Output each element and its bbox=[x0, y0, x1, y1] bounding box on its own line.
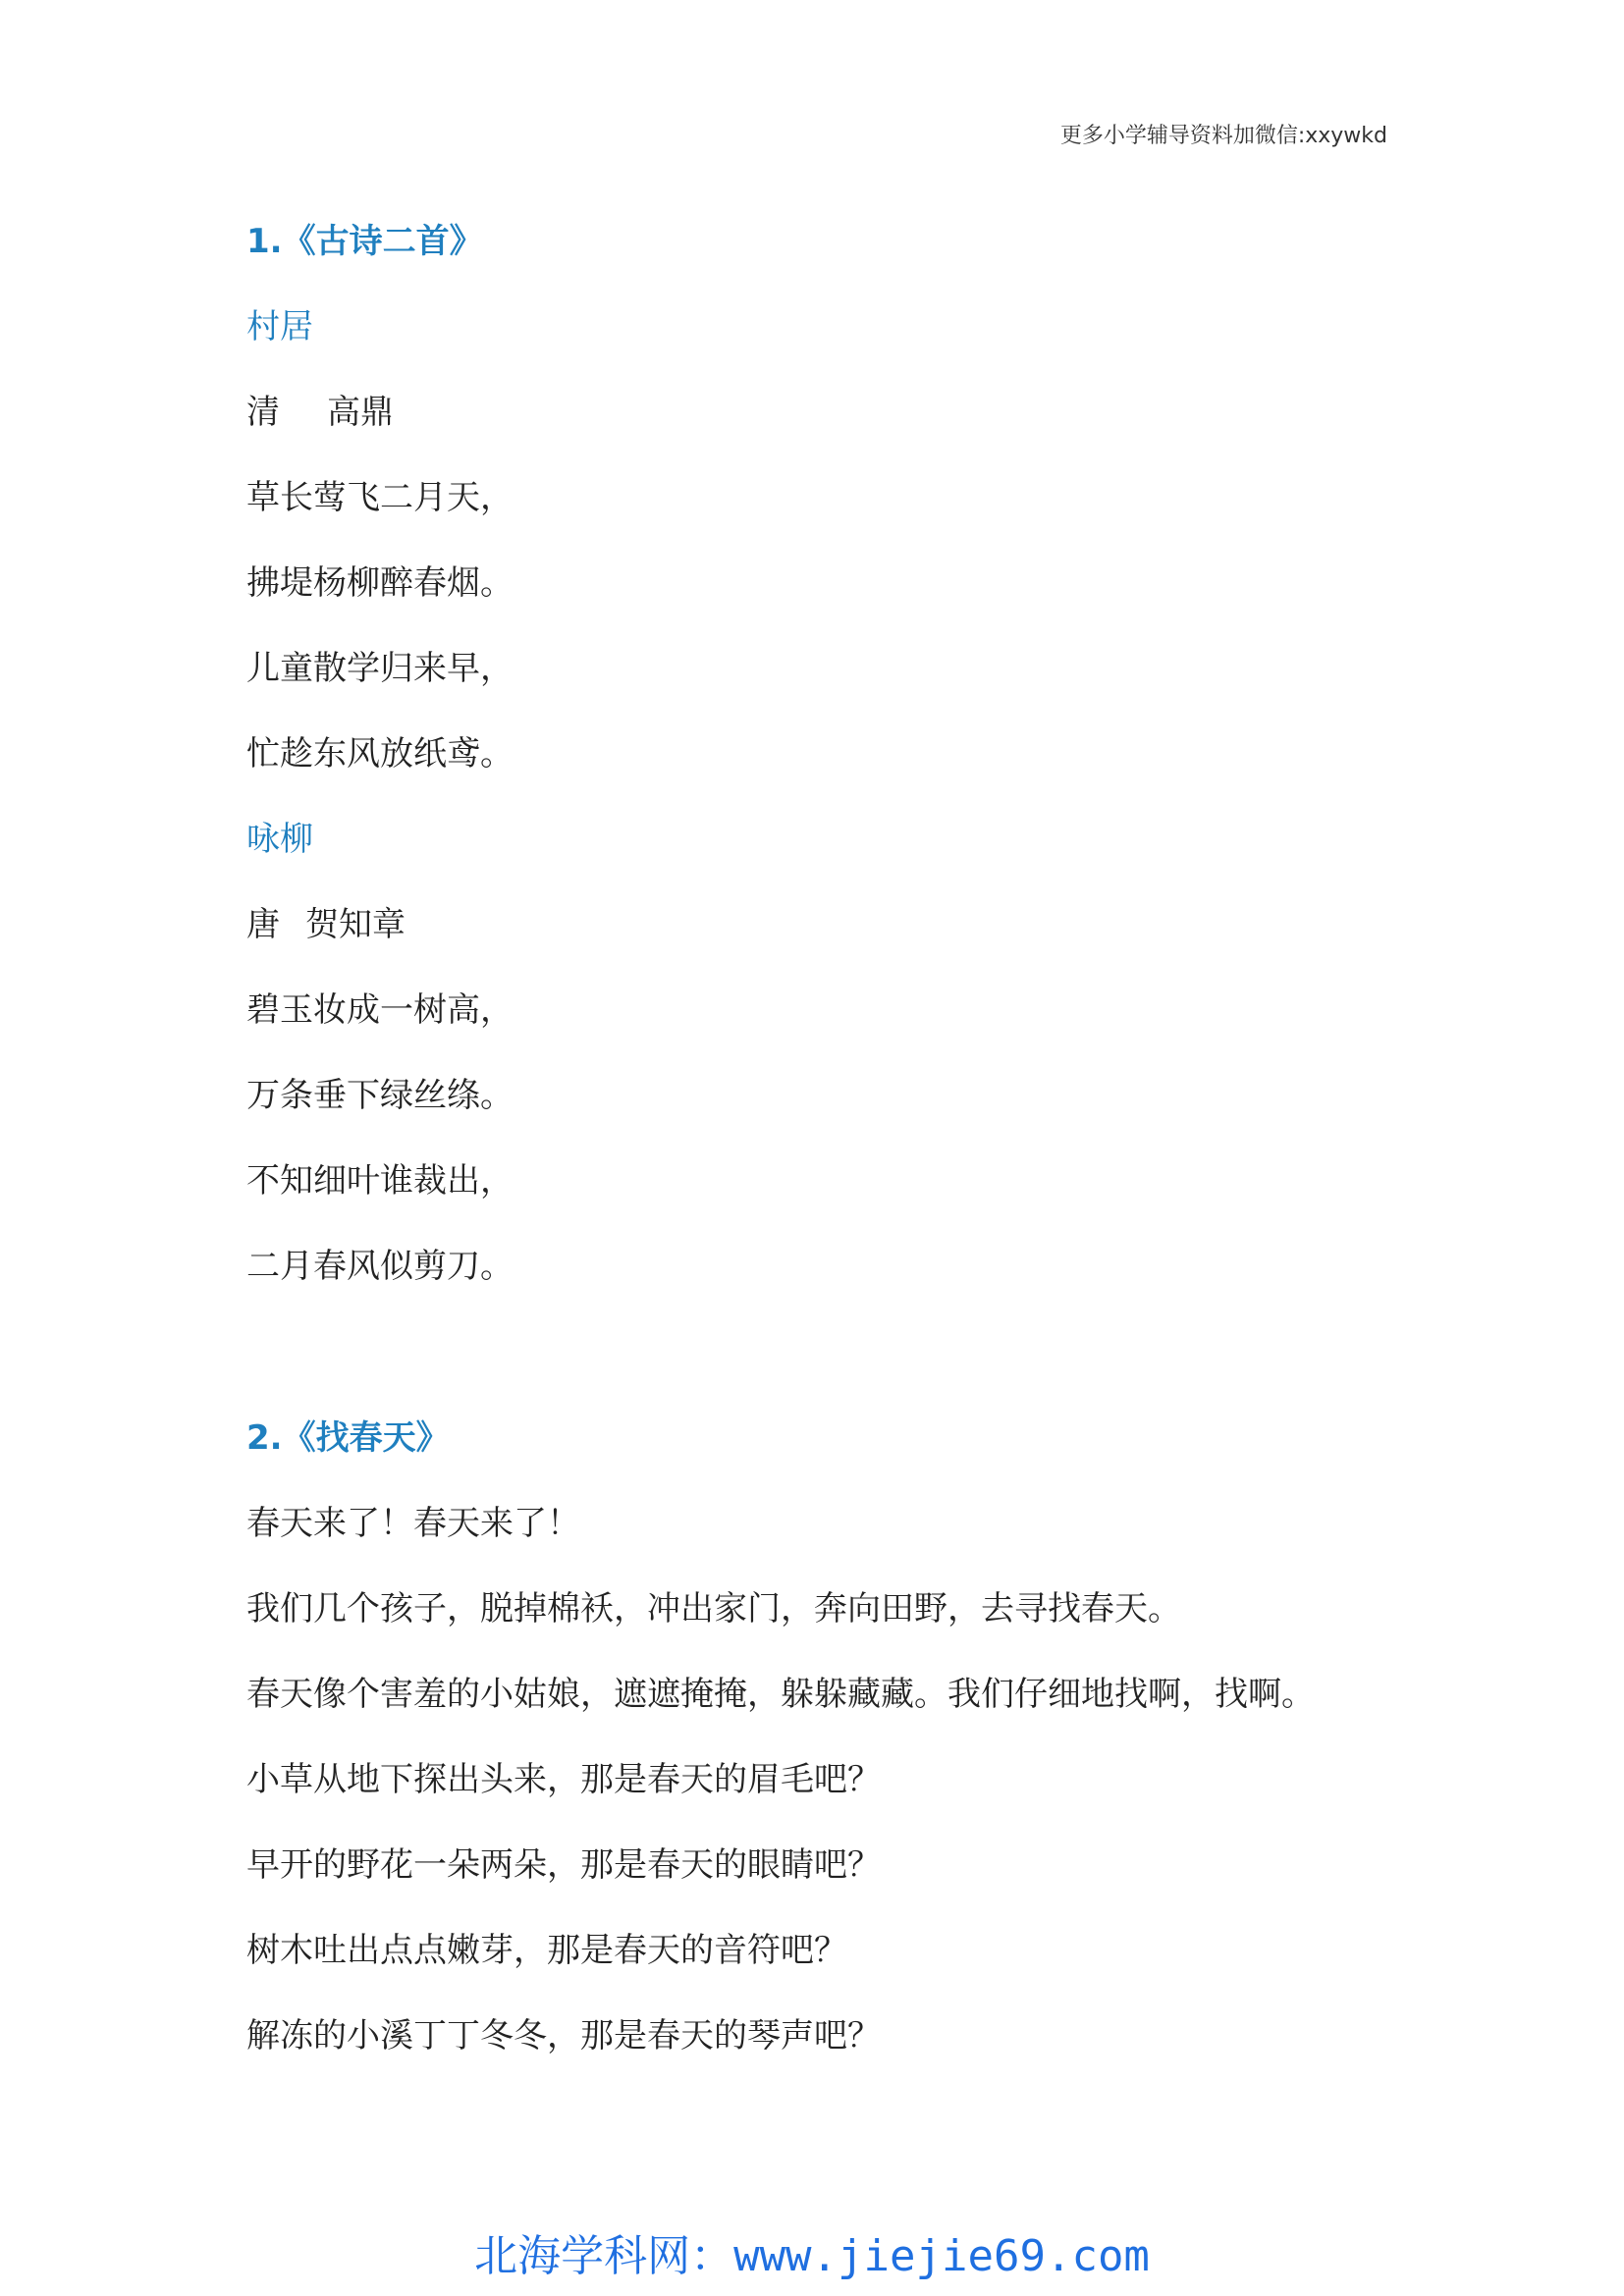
text-line: 早开的野花一朵两朵，那是春天的眼睛吧？ bbox=[246, 1845, 881, 1885]
text-line: 春天来了！春天来了！ bbox=[246, 1504, 580, 1543]
poem-dynasty: 清 bbox=[246, 393, 280, 432]
poem-line: 万条垂下绿丝绦。 bbox=[246, 1076, 514, 1115]
text-line: 解冻的小溪丁丁冬冬，那是春天的琴声吧？ bbox=[246, 2016, 881, 2056]
poem-author: 高鼎 bbox=[327, 393, 394, 432]
header-note: 更多小学辅导资料加微信:xxywkd bbox=[1059, 124, 1387, 148]
footer-website-link[interactable]: 北海学科网：www.jiejie69.com bbox=[474, 2231, 1150, 2281]
poem-line: 草长莺飞二月天， bbox=[246, 478, 514, 517]
poem-title-cunju: 村居 bbox=[246, 307, 313, 347]
poem-title-yongliu: 咏柳 bbox=[246, 820, 313, 859]
poem-dynasty: 唐 bbox=[246, 905, 280, 944]
poem-byline-cunju bbox=[246, 393, 394, 432]
poem-line: 二月春风似剪刀。 bbox=[246, 1247, 514, 1286]
poem-author: 贺知章 bbox=[305, 905, 406, 944]
poem-line: 拂堤杨柳醉春烟。 bbox=[246, 563, 514, 603]
section-title-1: 1.《古诗二首》 bbox=[246, 222, 483, 261]
poem-line: 碧玉妆成一树高， bbox=[246, 990, 514, 1030]
poem-byline-yongliu bbox=[246, 905, 406, 944]
text-line: 春天像个害羞的小姑娘，遮遮掩掩，躲躲藏藏。我们仔细地找啊，找啊。 bbox=[246, 1675, 1315, 1714]
text-line: 我们几个孩子，脱掉棉袄，冲出家门，奔向田野，去寻找春天。 bbox=[246, 1589, 1181, 1629]
poem-line: 不知细叶谁裁出， bbox=[246, 1161, 514, 1201]
poem-line: 忙趁东风放纸鸢。 bbox=[246, 734, 514, 774]
poem-line: 儿童散学归来早， bbox=[246, 649, 514, 688]
text-line: 小草从地下探出头来，那是春天的眉毛吧？ bbox=[246, 1760, 881, 1799]
text-line: 树木吐出点点嫩芽，那是春天的音符吧？ bbox=[246, 1931, 847, 1970]
section-title-2: 2.《找春天》 bbox=[246, 1418, 450, 1458]
